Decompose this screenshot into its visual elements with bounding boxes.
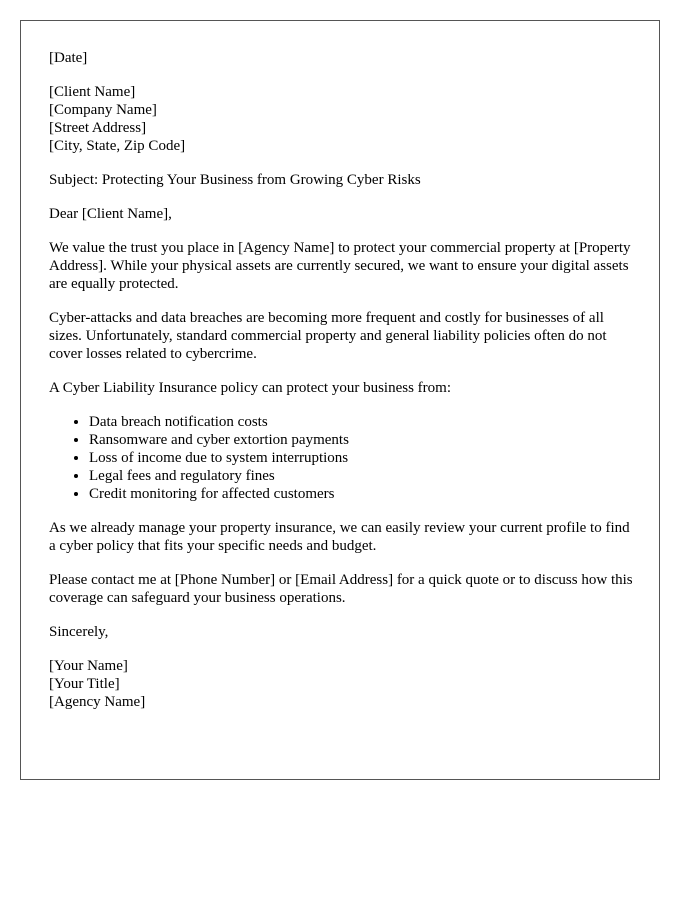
letter-body xyxy=(49,49,639,727)
coverage-list xyxy=(49,413,639,503)
letter-salutation: Dear [Client Name], xyxy=(49,206,172,222)
contact-paragraph: Please contact me at [Phone Number] or [Email Address] for a quick quote or to discuss how this coverage can safeguard your business operations. xyxy=(49,572,633,606)
recipient-company: [Company Name] xyxy=(49,102,157,118)
coverage-intro-paragraph: A Cyber Liability Insurance policy can protect your business from: xyxy=(49,380,451,396)
signature-name: [Your Name] xyxy=(49,658,128,674)
coverage-list-item: • Ransomware and cyber extortion payments xyxy=(89,431,639,449)
letter-date: [Date] xyxy=(49,50,88,66)
recipient-city-state-zip: [City, State, Zip Code] xyxy=(49,138,186,154)
signature-agency: [Agency Name] xyxy=(49,694,146,710)
coverage-list-item: • Loss of income due to system interruptions xyxy=(89,449,639,467)
recipient-street: [Street Address] xyxy=(49,120,147,136)
coverage-list-item: • Data breach notification costs xyxy=(89,413,639,431)
review-paragraph: As we already manage your property insurance, we can easily review your current profile to find a cyber policy that fits your specific needs and budget. xyxy=(49,520,630,554)
letter-signoff: Sincerely, xyxy=(49,624,109,640)
letter-subject: Subject: Protecting Your Business from Growing Cyber Risks xyxy=(49,172,421,188)
signature-title: [Your Title] xyxy=(49,676,120,692)
coverage-list-item: • Credit monitoring for affected customers xyxy=(89,485,639,503)
letter-page xyxy=(20,20,660,780)
recipient-name: [Client Name] xyxy=(49,84,136,100)
risk-paragraph: Cyber-attacks and data breaches are becoming more frequent and costly for businesses of all sizes. Unfortunately, standard commercial property and general liability policies often do not cover losses related to cybercrime. xyxy=(49,310,607,362)
intro-paragraph: We value the trust you place in [Agency Name] to protect your commercial property at [Property Address]. While your physical assets are currently secured, we want to ensure your digital assets are equally protected. xyxy=(49,240,631,292)
signature-block xyxy=(49,657,639,711)
coverage-list-item: • Legal fees and regulatory fines xyxy=(89,467,639,485)
recipient-address xyxy=(49,83,639,155)
